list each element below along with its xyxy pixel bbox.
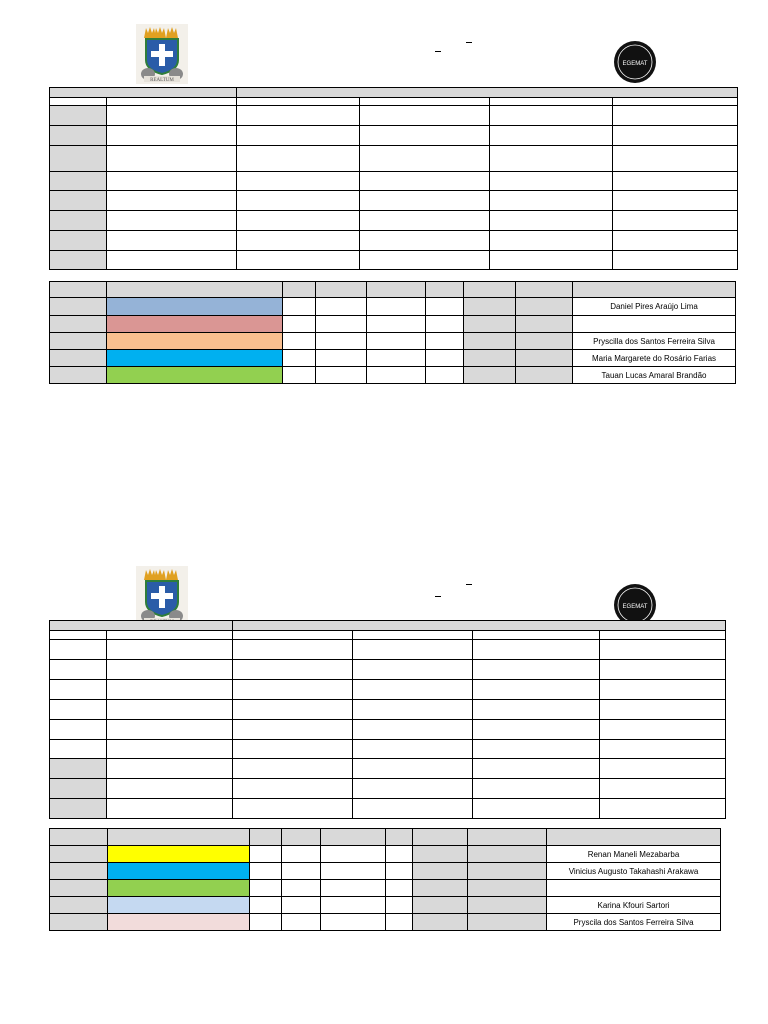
- legend-cell: [516, 316, 573, 333]
- legend-cell: [250, 914, 282, 931]
- schedule-cell: [237, 191, 360, 211]
- day-header-cell: [360, 98, 490, 106]
- schedule-cell: [353, 640, 473, 660]
- schedule-cell: [107, 799, 233, 819]
- schedule-cell: [233, 799, 353, 819]
- legend-color-swatch: [108, 863, 250, 880]
- legend-code-cell: [50, 863, 108, 880]
- time-cell: [50, 700, 107, 720]
- day-header-cell: [107, 631, 233, 640]
- legend-row: [50, 298, 736, 316]
- legend-code-cell: [50, 914, 108, 931]
- legend-cell: [516, 350, 573, 367]
- time-cell: [50, 660, 107, 680]
- schedule-cell: [353, 779, 473, 799]
- schedule-cell: [237, 172, 360, 191]
- schedule-cell: [600, 640, 726, 660]
- schedule-table-2: [49, 620, 726, 819]
- time-cell: [50, 740, 107, 759]
- day-header-cell: [107, 98, 237, 106]
- schedule-cell: [107, 172, 237, 191]
- round-seal: [612, 583, 658, 620]
- legend-code-cell: [50, 316, 107, 333]
- schedule-cell: [473, 799, 600, 819]
- schedule-cell: [107, 191, 237, 211]
- time-cell: [50, 172, 107, 191]
- schedule-cell: [237, 106, 360, 126]
- time-cell: [50, 759, 107, 779]
- day-header-cell: [490, 98, 613, 106]
- schedule-cell: [107, 126, 237, 146]
- schedule-cell: [490, 211, 613, 231]
- professor-name: Pryscilla dos Santos Ferreira Silva: [573, 333, 736, 350]
- legend-row: [50, 897, 721, 914]
- schedule-cell: [107, 211, 237, 231]
- legend-cell: [316, 350, 367, 367]
- schedule-cell: [107, 740, 233, 759]
- schedule-cell: [360, 211, 490, 231]
- legend-color-swatch: [107, 367, 283, 384]
- legend-cell: [282, 846, 321, 863]
- professor-name: [573, 316, 736, 333]
- legend-cell: [321, 914, 386, 931]
- legend-row: [50, 846, 721, 863]
- schedule-cell: [107, 680, 233, 700]
- legend-cell: [321, 846, 386, 863]
- schedule-cell: [233, 779, 353, 799]
- legend-header-cell: [250, 829, 282, 846]
- schedule-cell: [360, 126, 490, 146]
- time-cell: [50, 191, 107, 211]
- legend-cell: [321, 897, 386, 914]
- legend-code-cell: [50, 333, 107, 350]
- schedule-cell: [490, 172, 613, 191]
- schedule-cell: [473, 660, 600, 680]
- legend-cell: [464, 350, 516, 367]
- time-cell: [50, 799, 107, 819]
- schedule-cell: [473, 640, 600, 660]
- legend-color-swatch: [107, 316, 283, 333]
- header-cell: [50, 621, 233, 631]
- legend-row: [50, 880, 721, 897]
- schedule-cell: [490, 231, 613, 251]
- legend-cell: [426, 316, 464, 333]
- professor-name: Pryscila dos Santos Ferreira Silva: [547, 914, 721, 931]
- schedule-cell: [600, 700, 726, 720]
- legend-header-cell: [516, 282, 573, 298]
- legend-cell: [426, 350, 464, 367]
- schedule-cell: [360, 106, 490, 126]
- header-dash: [466, 42, 472, 43]
- legend-cell: [321, 863, 386, 880]
- professor-name: Tauan Lucas Amaral Brandão: [573, 367, 736, 384]
- schedule-cell: [107, 146, 237, 172]
- legend-cell: [413, 914, 468, 931]
- legend-row: [50, 333, 736, 350]
- legend-cell: [250, 863, 282, 880]
- schedule-cell: [613, 146, 738, 172]
- schedule-cell: [233, 660, 353, 680]
- legend-cell: [367, 298, 426, 316]
- legend-cell: [464, 316, 516, 333]
- legend-cell: [386, 880, 413, 897]
- legend-cell: [367, 316, 426, 333]
- legend-header-cell: [321, 829, 386, 846]
- schedule-cell: [107, 779, 233, 799]
- legend-cell: [413, 880, 468, 897]
- schedule-cell: [473, 720, 600, 740]
- legend-header-cell: [283, 282, 316, 298]
- schedule-cell: [233, 680, 353, 700]
- legend-cell: [386, 846, 413, 863]
- day-header-cell: [237, 98, 360, 106]
- schedule-cell: [353, 660, 473, 680]
- legend-color-swatch: [108, 897, 250, 914]
- time-cell: [50, 106, 107, 126]
- seal-text: EGEMAT: [622, 604, 648, 610]
- legend-color-swatch: [108, 880, 250, 897]
- schedule-cell: [490, 251, 613, 270]
- legend-row: [50, 914, 721, 931]
- schedule-cell: [600, 660, 726, 680]
- schedule-cell: [613, 106, 738, 126]
- legend-cell: [283, 333, 316, 350]
- legend-header-cell: [107, 282, 283, 298]
- schedule-cell: [613, 172, 738, 191]
- schedule-cell: [473, 779, 600, 799]
- time-cell: [50, 251, 107, 270]
- time-cell: [50, 779, 107, 799]
- schedule-cell: [613, 231, 738, 251]
- legend-cell: [367, 333, 426, 350]
- legend-cell: [282, 897, 321, 914]
- legend-cell: [464, 367, 516, 384]
- schedule-cell: [107, 251, 237, 270]
- legend-cell: [468, 897, 547, 914]
- legend-cell: [468, 846, 547, 863]
- legend-row: [50, 367, 736, 384]
- legend-header-cell: [573, 282, 736, 298]
- legend-cell: [316, 298, 367, 316]
- legend-header-cell: [547, 829, 721, 846]
- legend-cell: [516, 367, 573, 384]
- time-cell: [50, 231, 107, 251]
- schedule-cell: [473, 740, 600, 759]
- header-cell: [233, 621, 726, 631]
- legend-cell: [316, 316, 367, 333]
- legend-table-2: [49, 828, 721, 931]
- crest-motto: REALTUM: [150, 78, 174, 83]
- time-cell: [50, 146, 107, 172]
- legend-cell: [468, 914, 547, 931]
- legend-code-cell: [50, 846, 108, 863]
- professor-name: Maria Margarete do Rosário Farias: [573, 350, 736, 367]
- legend-cell: [426, 367, 464, 384]
- schedule-cell: [353, 759, 473, 779]
- time-cell: [50, 720, 107, 740]
- legend-code-cell: [50, 897, 108, 914]
- legend-cell: [386, 897, 413, 914]
- schedule-cell: [107, 700, 233, 720]
- schedule-cell: [107, 640, 233, 660]
- legend-header-cell: [367, 282, 426, 298]
- schedule-cell: [233, 720, 353, 740]
- legend-cell: [282, 914, 321, 931]
- legend-header-cell: [468, 829, 547, 846]
- schedule-cell: [473, 759, 600, 779]
- schedule-cell: [107, 660, 233, 680]
- header-cell: [50, 88, 237, 98]
- schedule-cell: [600, 799, 726, 819]
- legend-cell: [283, 367, 316, 384]
- time-cell: [50, 211, 107, 231]
- schedule-cell: [613, 211, 738, 231]
- legend-cell: [426, 333, 464, 350]
- schedule-cell: [353, 720, 473, 740]
- schedule-cell: [237, 146, 360, 172]
- legend-code-cell: [50, 880, 108, 897]
- schedule-cell: [600, 720, 726, 740]
- schedule-cell: [613, 126, 738, 146]
- legend-cell: [316, 367, 367, 384]
- legend-code-cell: [50, 367, 107, 384]
- legend-header-cell: [426, 282, 464, 298]
- legend-cell: [250, 880, 282, 897]
- university-crest: [136, 24, 188, 84]
- legend-color-swatch: [108, 914, 250, 931]
- legend-cell: [282, 863, 321, 880]
- day-header-cell: [50, 631, 107, 640]
- legend-cell: [413, 846, 468, 863]
- legend-cell: [464, 333, 516, 350]
- schedule-cell: [600, 759, 726, 779]
- schedule-cell: [490, 126, 613, 146]
- header-dash: [466, 584, 472, 585]
- legend-cell: [413, 897, 468, 914]
- professor-name: Renan Maneli Mezabarba: [547, 846, 721, 863]
- legend-header-cell: [316, 282, 367, 298]
- day-header-cell: [600, 631, 726, 640]
- legend-header-cell: [386, 829, 413, 846]
- legend-code-cell: [50, 298, 107, 316]
- legend-cell: [250, 846, 282, 863]
- schedule-cell: [600, 779, 726, 799]
- seal-text: EGEMAT: [622, 61, 648, 67]
- schedule-cell: [233, 759, 353, 779]
- schedule-cell: [353, 799, 473, 819]
- legend-row: [50, 350, 736, 367]
- legend-cell: [367, 350, 426, 367]
- day-header-cell: [473, 631, 600, 640]
- legend-header-cell: [50, 282, 107, 298]
- legend-cell: [516, 298, 573, 316]
- schedule-cell: [237, 126, 360, 146]
- legend-cell: [468, 863, 547, 880]
- schedule-cell: [473, 680, 600, 700]
- schedule-cell: [233, 640, 353, 660]
- schedule-cell: [237, 251, 360, 270]
- schedule-cell: [600, 740, 726, 759]
- legend-header-cell: [50, 829, 108, 846]
- schedule-cell: [613, 251, 738, 270]
- legend-cell: [386, 914, 413, 931]
- legend-cell: [316, 333, 367, 350]
- time-cell: [50, 126, 107, 146]
- legend-cell: [464, 298, 516, 316]
- legend-cell: [283, 350, 316, 367]
- legend-header-cell: [282, 829, 321, 846]
- schedule-cell: [490, 106, 613, 126]
- university-crest: [136, 566, 188, 620]
- professor-name: Daniel Pires Araújo Lima: [573, 298, 736, 316]
- legend-code-cell: [50, 350, 107, 367]
- schedule-cell: [360, 191, 490, 211]
- legend-cell: [321, 880, 386, 897]
- professor-name: [547, 880, 721, 897]
- legend-cell: [367, 367, 426, 384]
- schedule-cell: [360, 231, 490, 251]
- schedule-cell: [237, 211, 360, 231]
- legend-color-swatch: [108, 846, 250, 863]
- schedule-cell: [353, 680, 473, 700]
- schedule-table-1: [49, 87, 738, 270]
- legend-cell: [516, 333, 573, 350]
- schedule-cell: [490, 191, 613, 211]
- schedule-cell: [473, 700, 600, 720]
- schedule-cell: [353, 700, 473, 720]
- legend-cell: [250, 897, 282, 914]
- header-dash: [435, 51, 441, 52]
- legend-cell: [386, 863, 413, 880]
- schedule-cell: [233, 700, 353, 720]
- legend-header-cell: [108, 829, 250, 846]
- legend-cell: [468, 880, 547, 897]
- schedule-cell: [107, 720, 233, 740]
- schedule-cell: [107, 231, 237, 251]
- legend-cell: [282, 880, 321, 897]
- legend-table-1: [49, 281, 736, 384]
- day-header-cell: [233, 631, 353, 640]
- legend-cell: [413, 863, 468, 880]
- header-dash: [435, 596, 441, 597]
- schedule-cell: [107, 759, 233, 779]
- schedule-cell: [107, 106, 237, 126]
- schedule-cell: [233, 740, 353, 759]
- schedule-cell: [600, 680, 726, 700]
- legend-color-swatch: [107, 333, 283, 350]
- professor-name: Vinicius Augusto Takahashi Arakawa: [547, 863, 721, 880]
- day-header-cell: [613, 98, 738, 106]
- schedule-cell: [490, 146, 613, 172]
- schedule-cell: [613, 191, 738, 211]
- legend-header-cell: [413, 829, 468, 846]
- legend-row: [50, 863, 721, 880]
- legend-cell: [283, 316, 316, 333]
- schedule-cell: [360, 172, 490, 191]
- round-seal: [612, 40, 658, 84]
- legend-color-swatch: [107, 298, 283, 316]
- legend-header-cell: [464, 282, 516, 298]
- professor-name: Karina Kfouri Sartori: [547, 897, 721, 914]
- schedule-cell: [360, 251, 490, 270]
- schedule-cell: [353, 740, 473, 759]
- time-cell: [50, 680, 107, 700]
- time-cell: [50, 640, 107, 660]
- legend-color-swatch: [107, 350, 283, 367]
- schedule-cell: [360, 146, 490, 172]
- header-cell: [237, 88, 738, 98]
- schedule-cell: [237, 231, 360, 251]
- legend-cell: [426, 298, 464, 316]
- legend-cell: [283, 298, 316, 316]
- day-header-cell: [50, 98, 107, 106]
- legend-row: [50, 316, 736, 333]
- day-header-cell: [353, 631, 473, 640]
